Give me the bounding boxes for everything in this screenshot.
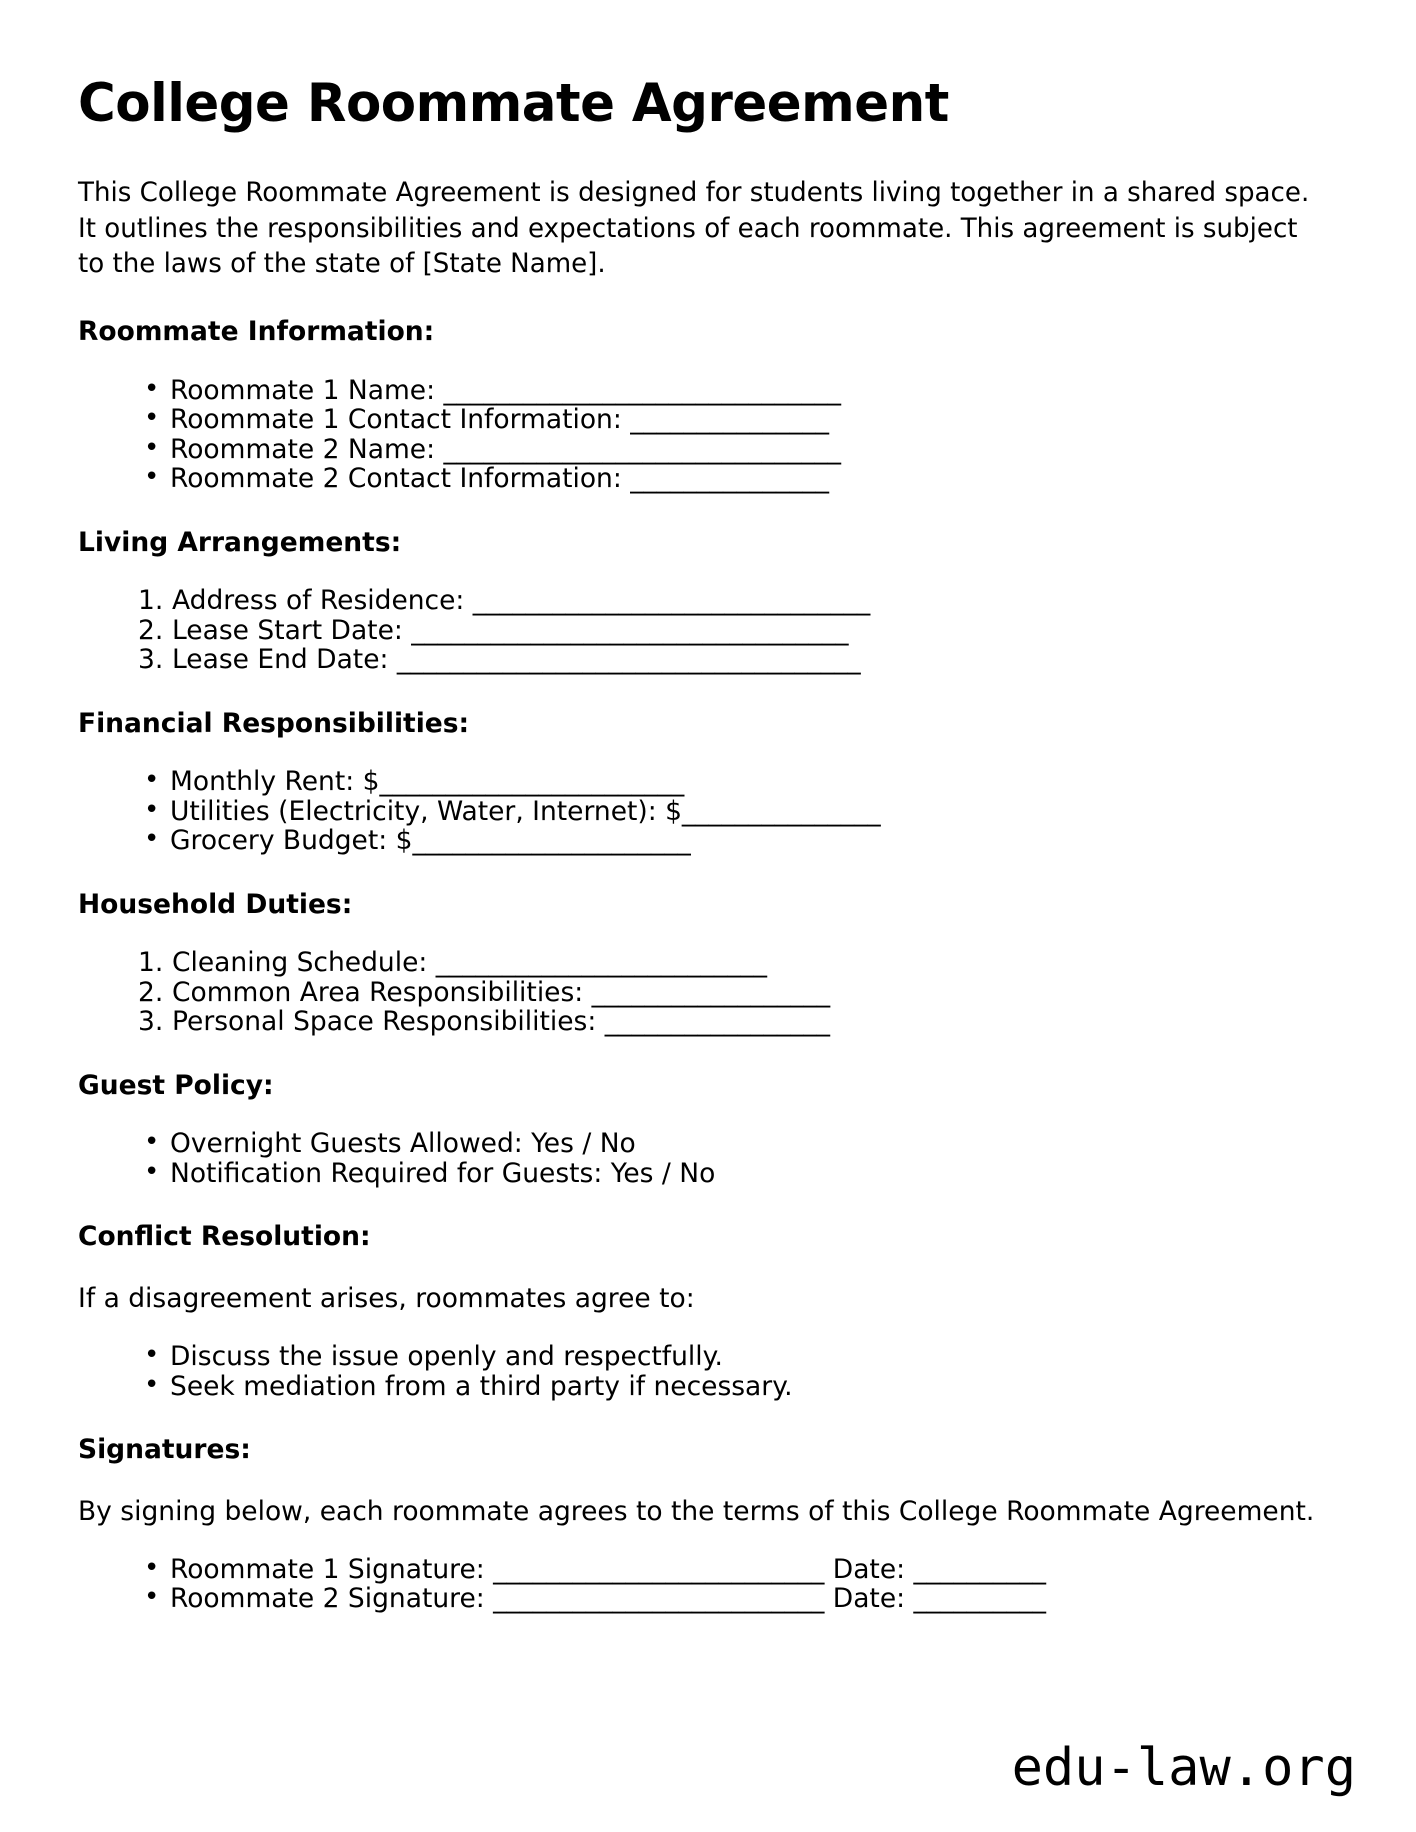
section-heading-roommate-information: Roommate Information: xyxy=(78,316,435,348)
section-heading-financial-responsibilities: Financial Responsibilities: xyxy=(78,707,470,739)
conflict-resolution-list xyxy=(78,1342,1338,1401)
financial-responsibilities-list xyxy=(78,767,1338,856)
list-item: • Notification Required for Guests: Yes / No xyxy=(142,1159,1338,1189)
list-item: • Seek mediation from a third party if necessary. xyxy=(142,1372,1338,1402)
list-item: Common Area Responsibilities: __________________ xyxy=(172,976,831,1008)
list-item: • Monthly Rent: $_______________________ xyxy=(142,767,1338,797)
list-item: • Grocery Budget: $_____________________ xyxy=(142,826,1338,856)
list-item: Address of Residence: ______________________________ xyxy=(172,585,871,617)
list-item: • Overnight Guests Allowed: Yes / No xyxy=(142,1129,1338,1159)
roommate-information-list xyxy=(78,376,1338,494)
guest-policy-list xyxy=(78,1129,1338,1188)
section-heading-household-duties: Household Duties: xyxy=(78,888,353,920)
list-item: • Discuss the issue openly and respectfully. xyxy=(142,1342,1338,1372)
list-item: • Roommate 2 Signature: _________________________ Date: __________ xyxy=(142,1584,1338,1614)
site-watermark: edu-law.org xyxy=(1011,1738,1356,1798)
list-item: • Utilities (Electricity, Water, Internet): $_______________ xyxy=(142,797,1338,827)
list-item: • Roommate 1 Name: ______________________________ xyxy=(142,376,1338,406)
intro-paragraph: This College Roommate Agreement is designed for students living together in a shared space. It outlines the responsibilities and expectations of each roommate. This agreement is subject to the laws of the state of [State Name]. xyxy=(78,177,1310,279)
list-item: Lease Start Date: _________________________________ xyxy=(172,614,849,646)
list-item: Lease End Date: ___________________________________ xyxy=(172,644,861,676)
list-item: • Roommate 1 Signature: _________________________ Date: __________ xyxy=(142,1555,1338,1585)
signatures-intro: By signing below, each roommate agrees to the terms of this College Roommate Agreement. xyxy=(78,1495,1315,1527)
signatures-list xyxy=(78,1555,1338,1614)
section-heading-living-arrangements: Living Arrangements: xyxy=(78,526,402,558)
list-item: • Roommate 2 Contact Information: _______________ xyxy=(142,464,1338,494)
conflict-resolution-intro: If a disagreement arises, roommates agree to: xyxy=(78,1282,695,1314)
living-arrangements-list xyxy=(78,586,1338,675)
section-heading-guest-policy: Guest Policy: xyxy=(78,1069,274,1101)
list-item: Cleaning Schedule: _________________________ xyxy=(172,947,767,979)
household-duties-list xyxy=(78,948,1338,1037)
list-item: • Roommate 2 Name: ______________________________ xyxy=(142,435,1338,465)
list-item: • Roommate 1 Contact Information: _______________ xyxy=(142,405,1338,435)
list-item: Personal Space Responsibilities: _________________ xyxy=(172,1006,830,1038)
section-heading-conflict-resolution: Conflict Resolution: xyxy=(78,1221,371,1253)
section-heading-signatures: Signatures: xyxy=(78,1434,251,1466)
page-title: College Roommate Agreement xyxy=(78,73,949,134)
